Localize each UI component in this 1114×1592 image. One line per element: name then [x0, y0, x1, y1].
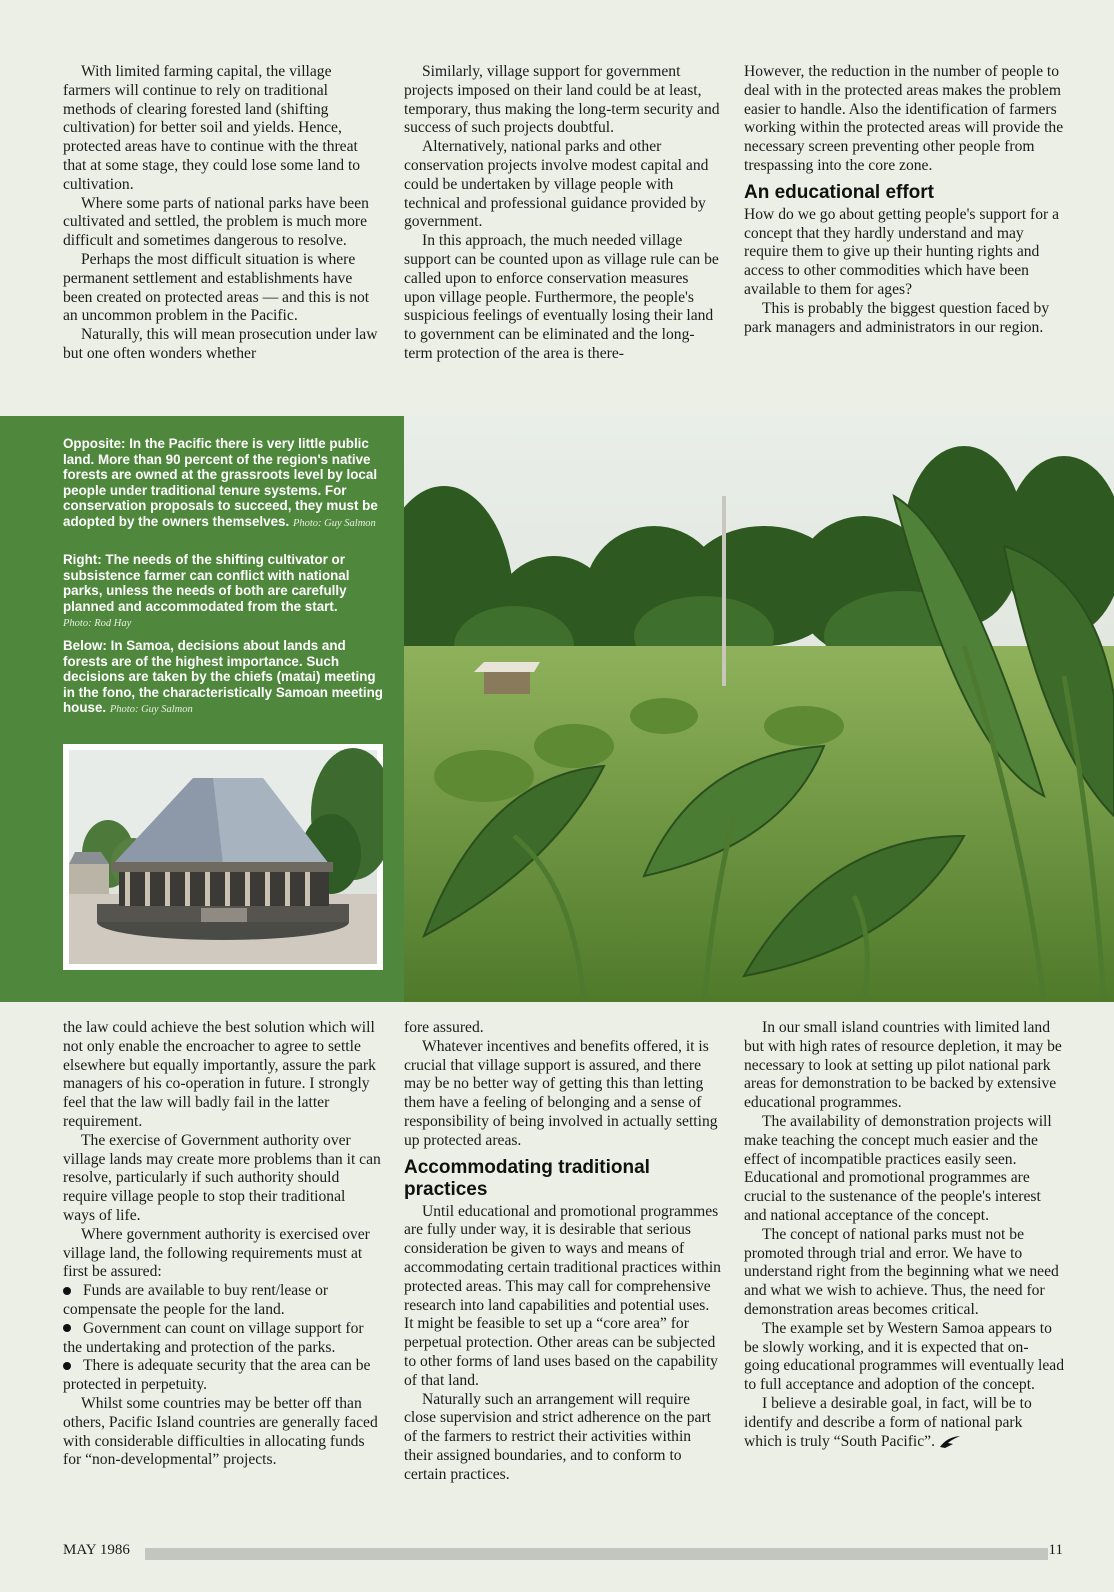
- issue-date: MAY 1986: [63, 1542, 130, 1558]
- paragraph: Alternatively, national parks and other conservation projects involve modest capital and could be undertaken by village people with technical and professional guidance provided by government.: [404, 138, 709, 231]
- paragraph: Where some parts of national parks have been cultivated and settled, the problem is much more difficult and sometimes dangerous to resolve.: [63, 194, 369, 250]
- paragraph: the law could achieve the best solution which will not only enable the encroacher to agree to settle elsewhere but equally importantly, assure the park managers of his co-operation in future. I strongly feel that the law will badly fail in the latter requirement.: [63, 1019, 376, 1130]
- photo-credit: Photo: Guy Salmon: [292, 517, 376, 529]
- section-heading: Accommodating traditional practices: [404, 1156, 650, 1200]
- paragraph: In this approach, the much needed village support can be counted upon as village rule can be called upon to enforce conservation measures upon village people. Furthermore, the people's suspicious feelings of eventually losing their land to government can be eliminated and the long-term protection of the area is there-: [404, 232, 719, 362]
- bullet-icon: [63, 1324, 71, 1332]
- top-column-3: [744, 63, 1064, 337]
- bullet-text: Government can count on village support for the undertaking and protection of the parks.: [63, 1319, 364, 1356]
- paragraph: Perhaps the most difficult situation is where permanent settlement and establishments have been created on protected areas — and this is not an uncommon problem in the Pacific.: [63, 250, 370, 325]
- paragraph: This is probably the biggest question faced by park managers and administrators in our region.: [744, 299, 1050, 336]
- caption-text: Below: In Samoa, decisions about lands and forests are of the highest importance. Such decisions are taken by the chiefs (matai) meeting in the fono, the characteristically Samoan meeting house.: [63, 638, 383, 716]
- paragraph: In our small island countries with limited land but with high rates of resource depletion, it may be necessary to look at setting up pilot national park areas for demonstration to be backed by extensive educational programmes.: [744, 1019, 1062, 1112]
- bottom-column-1: [63, 1019, 381, 1470]
- bullet-text: Funds are available to buy rent/lease or compensate the people for the land.: [63, 1282, 329, 1318]
- paragraph: The availability of demonstration projects will make teaching the concept much easier and the effect of incompatible practices easily seen. Educational and promotional programmes are crucial to the sustenance of the people's interest and national acceptance of the concept.: [744, 1112, 1052, 1224]
- photo-credit: Photo: Guy Salmon: [109, 704, 193, 716]
- bottom-column-2: [404, 1019, 722, 1485]
- bullet-item: [63, 1282, 381, 1320]
- bird-end-mark-icon: [939, 1435, 961, 1449]
- caption-text: Opposite: In the Pacific there is very little public land. More than 90 percent of the region's native forests are owned at the grassroots level by local people under traditional tenure systems. For conservation proposals to succeed, they must be adopted by the owners themselves.: [63, 436, 378, 529]
- caption-right: [63, 552, 389, 632]
- section-heading: An educational effort: [744, 181, 935, 203]
- caption-panel: [0, 416, 404, 1002]
- paragraph: Whatever incentives and benefits offered, it is crucial that village support is assured, and there may be no better way of getting this than letting them have a feeling of belonging and a sense of responsibility of being involved in actually setting up protected areas.: [404, 1037, 718, 1149]
- paragraph: Until educational and promotional programmes are fully under way, it is desirable that serious consideration be given to ways and means of accommodating certain traditional practices within protected areas. This may call for comprehensive research into land capabilities and potential uses. It might be feasible to set up a “core area” for perpetual protection. Other areas can be subjected to other forms of land uses based on the capability of that land.: [404, 1202, 721, 1389]
- paragraph: However, the reduction in the number of people to deal with in the protected areas makes the problem easier to handle. Also the identification of farmers working within the protected areas will provide the necessary screen preventing other people from trespassing into the core zone.: [744, 63, 1064, 174]
- paragraph: The concept of national parks must not be promoted through trial and error. We have to understand right from the beginning what we need and what we wish to achieve. Thus, the need for demonstration areas becomes critical.: [744, 1225, 1059, 1318]
- bullet-text: There is adequate security that the area can be protected in perpetuity.: [63, 1357, 371, 1394]
- paragraph: Naturally such an arrangement will require close supervision and strict adherence on the part of the farmers to restrict their activities within their assigned boundaries, and to conform to certain practices.: [404, 1390, 712, 1483]
- page-number: 11: [1048, 1542, 1063, 1558]
- caption-opposite: [63, 436, 389, 532]
- samoan-fale-photo: [63, 744, 383, 970]
- paragraph: fore assured.: [404, 1019, 484, 1036]
- bullet-item: [63, 1320, 381, 1358]
- bullet-icon: [63, 1287, 71, 1295]
- photo-credit: Photo: Rod Hay: [63, 618, 132, 630]
- paragraph: How do we go about getting people's support for a concept that they hardly understand and may require them to give up their hunting rights and access to other commodities which have been available to them for ages?: [744, 205, 1060, 298]
- paragraph: Whilst some countries may be better off than others, Pacific Island countries are generally faced with considerable difficulties in allocating funds for “non-developmental” projects.: [63, 1394, 378, 1469]
- bottom-column-3: [744, 1019, 1064, 1451]
- page-footer: [63, 1542, 1063, 1564]
- paragraph: The exercise of Government authority over village lands may create more problems than it can resolve, particularly if such authority should require village people to stop their traditional ways of life.: [63, 1131, 381, 1224]
- paragraph: Naturally, this will mean prosecution under law but one often wonders whether: [63, 326, 378, 362]
- paragraph: The example set by Western Samoa appears to be slowly working, and it is expected that on-going educational programmes will eventually lead to full acceptance and adoption of the concept.: [744, 1319, 1065, 1394]
- photo-band: [0, 416, 1114, 1002]
- caption-text: Right: The needs of the shifting cultivator or subsistence farmer can conflict with national parks, unless the needs of both are carefully planned and accommodated from the start.: [63, 552, 350, 614]
- top-column-2: [404, 63, 722, 364]
- bullet-icon: [63, 1362, 71, 1370]
- bullet-item: [63, 1357, 381, 1395]
- paragraph: Where government authority is exercised over village land, the following requirements must at first be assured:: [63, 1225, 370, 1281]
- taro-field-photo: [404, 416, 1114, 1002]
- paragraph: Similarly, village support for government projects imposed on their land could be at least, temporary, thus making the long-term security and success of such projects doubtful.: [404, 63, 720, 137]
- caption-below: [63, 638, 389, 718]
- paragraph: With limited farming capital, the village farmers will continue to rely on traditional methods of clearing forested land (shifting cultivation) for better soil and yields. Hence, protected areas have to continue with the threat that at some stage, they could lose some land to cultivation.: [63, 63, 361, 193]
- footer-rule: [145, 1548, 1048, 1560]
- paragraph: [744, 1395, 1064, 1451]
- top-column-1: [63, 63, 381, 364]
- paragraph-text: I believe a desirable goal, in fact, will be to identify and describe a form of national park which is truly “South Pacific”.: [744, 1394, 1032, 1450]
